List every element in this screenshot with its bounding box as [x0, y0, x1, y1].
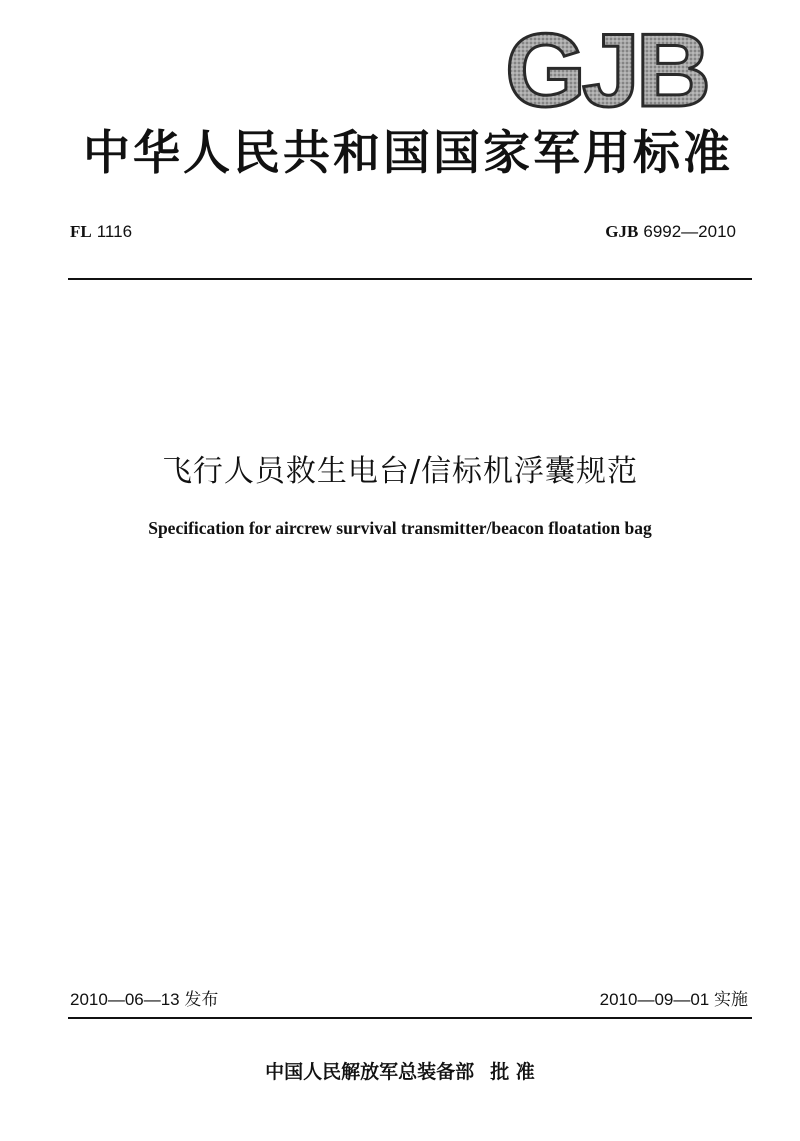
standard-title: 中华人民共和国国家军用标准 [83, 126, 733, 181]
approval-authority: 中国人民解放军总装备部 [265, 1061, 475, 1083]
effective-date: 2010—09—01 实施 [599, 990, 748, 1009]
gjb-logo-icon [490, 22, 722, 114]
standard-number [605, 222, 736, 242]
svg-text:GJB: GJB [505, 22, 707, 114]
gjb-logo [490, 22, 722, 114]
header-divider [68, 278, 752, 280]
classification-number: 1116 [96, 222, 133, 241]
standard-number-value: 6992—2010 [643, 222, 736, 241]
standard-number-prefix: GJB [605, 222, 639, 241]
footer-divider [68, 1017, 752, 1019]
classification-code [70, 222, 132, 242]
document-title-english: Specification for aircrew survival transmitter/beacon floatation bag [148, 518, 652, 538]
issue-date: 2010—06—13 发布 [70, 990, 219, 1009]
document-title-chinese: 飞行人员救生电台/信标机浮囊规范 [161, 454, 639, 489]
approval-line [0, 1057, 800, 1084]
classification-prefix: FL [70, 222, 92, 241]
approval-action: 批 准 [490, 1061, 535, 1083]
